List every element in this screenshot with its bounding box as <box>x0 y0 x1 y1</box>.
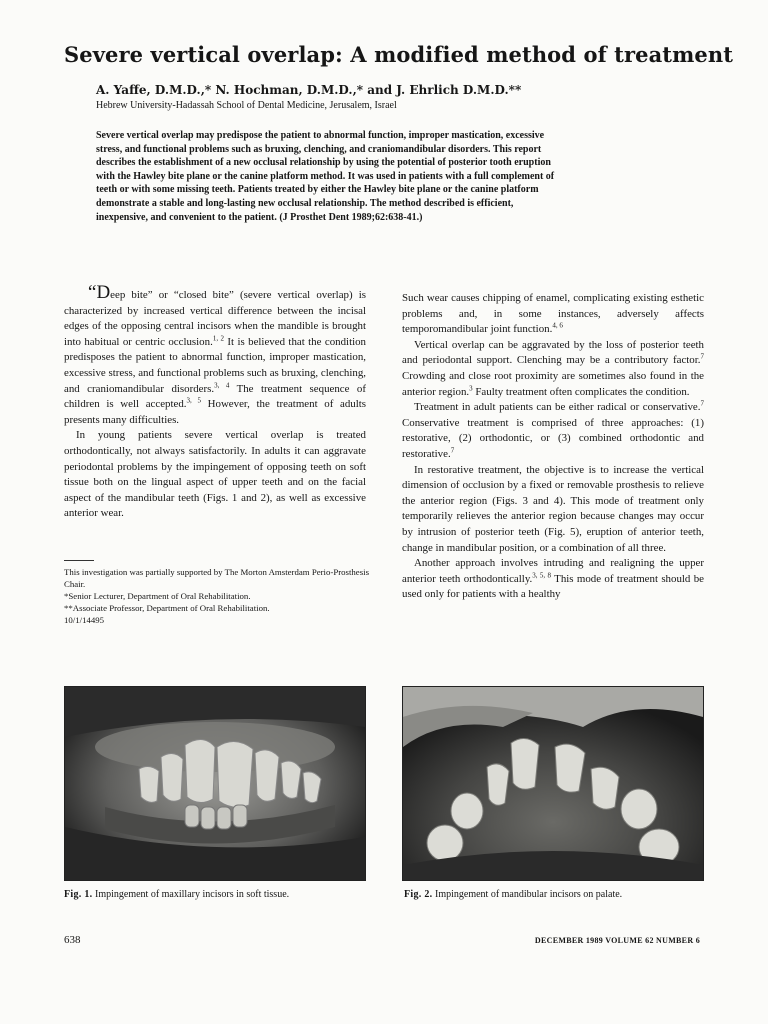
body-text: Treatment in adult patients can be either radical or conservative. <box>414 401 701 414</box>
journal-issue-info: DECEMBER 1989 VOLUME 62 NUMBER 6 <box>534 936 700 945</box>
page-number: 638 <box>64 934 81 946</box>
abstract <box>96 129 566 224</box>
abstract-citation: (J Prosthet Dent 1989;62:638-41.) <box>279 211 423 223</box>
body-text: However, the treatment of adults presents many difficulties. <box>64 398 367 426</box>
footnotes <box>64 566 374 626</box>
article-title: Severe vertical overlap: A modified method of treatment <box>64 42 734 67</box>
footnote-rule <box>64 560 94 561</box>
figure-2-photo <box>402 686 704 881</box>
body-text: The treatment sequence of children is well accepted. <box>64 382 366 411</box>
body-text: Vertical overlap can be aggravated by the loss of posterior teeth and periodontal support. Clenching may be a contributory factor. <box>402 338 704 367</box>
figure-1-photo <box>64 686 366 881</box>
figure-label: Fig. 1. <box>64 889 93 900</box>
affiliation: Hebrew University-Hadassah School of Dental Medicine, Jerusalem, Israel <box>96 100 397 111</box>
mandibular-incisors-photo <box>403 687 703 880</box>
figure-caption-text: Impingement of maxillary incisors in soft tissue. <box>95 889 290 900</box>
footnote: 10/1/14495 <box>64 615 105 625</box>
figure-2-caption <box>404 889 622 900</box>
citation-superscript: 3 <box>469 383 473 392</box>
body-text: Conservative treatment is comprised of three approaches: (1) restorative, (2) orthodontic, or (3) combined orthodontic and restorative. <box>402 416 704 460</box>
body-text: Another approach involves intruding and realigning the upper anterior teeth orthodontically. <box>402 557 704 585</box>
citation-superscript: 3, 5 <box>186 396 201 405</box>
body-column-right <box>402 291 704 603</box>
citation-superscript: 3, 4 <box>214 380 230 389</box>
intro-paragraph <box>64 282 367 428</box>
body-paragraph <box>402 291 704 338</box>
body-paragraph <box>402 400 704 462</box>
citation-superscript: 7 <box>450 446 455 455</box>
body-paragraph <box>402 556 704 603</box>
footnote: This investigation was partially supported by The Morton Amsterdam Perio-Prosthesis Chair. <box>64 567 370 589</box>
body-text: Faulty treatment often complicates the condition. <box>472 385 690 398</box>
author-list: A. Yaffe, D.M.D.,* N. Hochman, D.M.D.,* and J. Ehrlich D.M.D.** <box>96 83 522 97</box>
body-text: It is believed that the condition predisposes the patient to abnormal function, improper mastication, excessive stress, and functional problems such as bruxing, clenching, and craniomandibular disorders. <box>64 335 367 395</box>
body-text: eep bite” or “closed bite” (severe vertical overlap) is characterized by increased vertical difference between the incisal edges of the opposing central incisors when the mandible is brought into habitual or centric occlusion. <box>64 289 366 348</box>
body-paragraph <box>402 338 704 400</box>
maxillary-incisors-photo <box>65 687 365 880</box>
body-text: Such wear causes chipping of enamel, complicating existing esthetic problems and, in some instances, adversely affects temporomandibular joint function. <box>402 292 704 336</box>
body-paragraph: In young patients severe vertical overlap is treated orthodontically, not always satisfactorily. In adults it can aggravate periodontal problems by the impingement of opposing teeth on soft tissue both on the lingual aspect of upper teeth and on the facial aspect of the mandibular teeth (Figs. 1 and 2), as well as excessive anterior wear. <box>64 429 366 520</box>
citation-superscript: 7 <box>700 352 704 361</box>
citation-superscript: 1, 2 <box>212 334 224 343</box>
citation-superscript: 3, 5, 8 <box>532 571 552 580</box>
citation-superscript: 4, 6 <box>552 321 563 330</box>
abstract-text: Severe vertical overlap may predispose the patient to abnormal function, improper mastication, excessive stress, and functional problems such as bruxing, clenching, and craniomandibular disorders. This report describes the establishment of a new occlusal relationship by using the potential of posterior tooth eruption with the Hawley bite plane or the canine platform method. It was used in patients with a full complement of teeth or with some missing teeth. Patients treated by either the Hawley bite plane or the canine platform demonstrate a stable and long-lasting new occlusal relationship. The method described is efficient, inexpensive, and convenient to the patient. <box>96 130 555 223</box>
citation-superscript: 7 <box>700 399 704 408</box>
figure-label: Fig. 2. <box>404 889 433 900</box>
dropcap-quote: “ <box>88 282 97 303</box>
body-text: Crowding and close root proximity are sometimes also found in the anterior region. <box>402 369 704 398</box>
footnote: **Associate Professor, Department of Oral Rehabilitation. <box>64 603 270 613</box>
body-text: This mode of treatment should be used only for patients with a healthy <box>402 572 704 601</box>
footnote: *Senior Lecturer, Department of Oral Rehabilitation. <box>64 591 251 601</box>
body-paragraph: In restorative treatment, the objective is to increase the vertical dimension of occlusion by a fixed or removable prosthesis to relieve the anterior region (Figs. 3 and 4). This mode of treatment only temporarily relieves the anterior region because changes may occur by intrusion of posterior teeth (Fig. 5), eruption of anterior teeth, change in mandibular position, or a combination of all three. <box>402 463 704 554</box>
dropcap-letter: D <box>96 282 111 303</box>
body-column-left <box>64 282 367 522</box>
figure-caption-text: Impingement of mandibular incisors on palate. <box>435 889 623 900</box>
figure-1-caption <box>64 889 289 900</box>
